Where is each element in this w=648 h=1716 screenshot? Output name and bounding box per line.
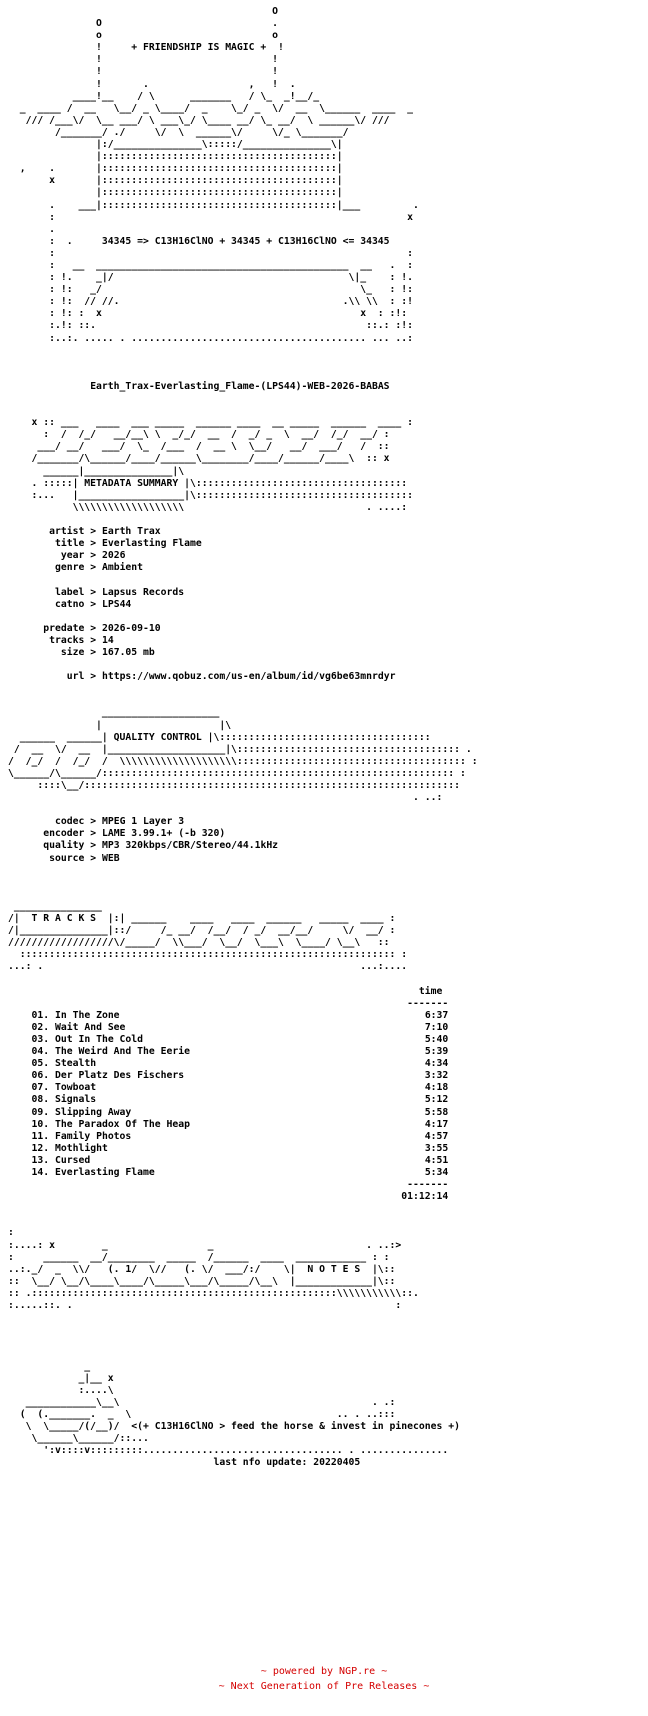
track-row: [8, 1167, 448, 1178]
track-time: 4:57: [424, 1130, 449, 1142]
quality-label: quality: [43, 840, 85, 852]
metadata-value: Lapsus Records: [101, 586, 185, 598]
track-title: Towboat: [54, 1082, 97, 1094]
last-update: last nfo update: 20220405: [213, 1457, 361, 1469]
metadata-value: LPS44: [101, 598, 132, 610]
quality-label: encoder: [43, 828, 85, 840]
metadata-value: Ambient: [101, 562, 144, 574]
quality-label: source: [49, 852, 85, 864]
track-title: In The Zone: [54, 1009, 120, 1021]
track-title: The Weird And The Eerie: [54, 1046, 190, 1058]
metadata-value: 2026: [101, 550, 126, 562]
track-time: 5:40: [424, 1033, 449, 1045]
metadata-label: tracks: [49, 634, 85, 646]
track-number: 01.: [31, 1009, 50, 1021]
track-row: [8, 1094, 448, 1105]
track-title: The Paradox Of The Heap: [54, 1118, 190, 1130]
track-row: [8, 1070, 448, 1081]
footer-powered-by: ~ powered by NGP.re ~: [260, 1666, 388, 1677]
track-row: [8, 1046, 448, 1057]
metadata-label: predate: [43, 622, 85, 634]
track-number: 05.: [31, 1058, 50, 1070]
metadata-label: catno: [54, 598, 85, 610]
track-time: 5:39: [424, 1046, 449, 1058]
track-time: 6:37: [424, 1009, 449, 1021]
tracks-header-rule: -------: [407, 997, 449, 1009]
quality-value: MPEG 1 Layer 3: [101, 816, 185, 828]
track-number: 12.: [31, 1142, 50, 1154]
metadata-value: 167.05 mb: [101, 646, 155, 658]
track-title: Family Photos: [54, 1130, 132, 1142]
tracks-ascii-art: _______________ /| T R A C K S |:| ______ ____ ____ ______ _____ ____ : /|_______________|::/ /_ __/ /__/ / _/ __/__/ \/ __/ : //////////////////\/_____/ \\___/ \__/ \___\ \____/ \__\ :: :::::::::::::::::::::::::::::::::::::::::::::::::::::::::::::::: : ...: . ...:....: [8, 900, 408, 973]
track-number: 04.: [31, 1046, 50, 1058]
track-time: 4:34: [424, 1058, 449, 1070]
metadata-value: 14: [101, 634, 114, 646]
metadata-label: size: [60, 646, 85, 658]
track-title: Slipping Away: [54, 1106, 132, 1118]
total-rule: -------: [407, 1179, 449, 1191]
track-number: 10.: [31, 1118, 50, 1130]
track-number: 14.: [31, 1167, 50, 1178]
track-number: 07.: [31, 1082, 50, 1094]
track-row: [8, 1119, 448, 1130]
track-row: [8, 1155, 448, 1166]
track-row: [8, 1082, 448, 1093]
track-title: Mothlight: [54, 1142, 108, 1154]
quality-control: codec > MPEG 1 Layer 3 encoder > LAME 3.99.1+ (-b 320) quality > MP3 320kbps/CBR/Stereo/44.1kHz source > WEB: [43, 816, 279, 864]
track-time: 4:51: [424, 1154, 449, 1166]
metadata-summary: artist > Earth Trax title > Everlasting Flame year > 2026 genre > Ambient label > Lapsus Records catno > LPS44 predate > 2026-09-10 tracks > 14 size > 167.05 mb url > https://www.qobuz.com/us-en/album/id/vg6be63mnrdyr: [43, 526, 396, 683]
track-title: Stealth: [54, 1058, 97, 1070]
metadata-value: 2026-09-10: [101, 622, 161, 634]
quality-ascii-art: ____________________ | |\ ______ ______| QUALITY CONTROL |\:::::::::::::::::::::::::::::::::::: / __ \/ __ |____________________|\:::::::::::::::::::::::::::::::::::::: . / /_/ / /_/ / \\\\\\\\\\\\\\\\\\\\::::::::::::::::::::::::::::::::::::::: : \______/\______/:::::::::::::::::::::::::::::::::::::::::::::::::::::::::::: : ::::\__/:::::::::::::::::::::::::::::::::::::::::::::::::::::::::::::::: . ..:: [8, 707, 478, 804]
metadata-value: https://www.qobuz.com/us-en/album/id/vg6be63mnrdyr: [101, 671, 396, 683]
metadata-label: url: [66, 671, 85, 683]
track-time: 5:58: [424, 1106, 449, 1118]
track-number: 09.: [31, 1106, 50, 1118]
quality-value: LAME 3.99.1+ (-b 320): [101, 828, 226, 840]
track-row: [8, 1143, 448, 1154]
track-number: 11.: [31, 1130, 50, 1142]
metadata-label: genre: [54, 562, 85, 574]
track-title: Everlasting Flame: [54, 1167, 155, 1178]
total-time: 01:12:14: [401, 1191, 449, 1203]
tracklist: [8, 986, 448, 1203]
metadata-ascii-art: x :: ___ ____ ___ _____ ______ ____ __ _____ ______ ____ : : / /_/ __/__\ \ _/_/ __ / _/ _ \ __/ /_/ __/ : ___/ __/ ___/ \_ /___ / __ \ \__/ __/ ___/ / :: /_______/\______/____/______\________/____/______/____\ :: x ______|_______________|\ . :::::| METADATA SUMMARY |\:::::::::::::::::::::::::::::::::::: :... |__________________|\::::::::::::::::::::::::::::::::::::: \\\\\\\\\\\\\\\\\\\ . ....:: [31, 417, 414, 513]
nfo-document: [8, 6, 478, 1469]
track-row: [8, 1034, 448, 1045]
track-time: 4:18: [424, 1082, 449, 1094]
quality-value: WEB: [101, 852, 120, 864]
quality-value: MP3 320kbps/CBR/Stereo/44.1kHz: [101, 840, 279, 852]
header-ascii-art: O O . o o ! + FRIENDSHIP IS MAGIC + ! ! ! ! ! ! . , ! . ____!__ / \ _______ / \_ _!__/_ _ ____ / __ \__/ _ \____/ _ \_/ _ \/ __ \______ ____ _ /// /___\/ \__ ___/ \ ___\_/ \____ __/ \_ __/ \ ______\/ /// /_______/ ./ \/ \ ______\/ \/_ \_______/ |:/_______________\:::::/_______________\| |::::::::::::::::::::::::::::::::::::::::| , . |::::::::::::::::::::::::::::::::::::::::| x |::::::::::::::::::::::::::::::::::::::::| |::::::::::::::::::::::::::::::::::::::::| . ___|::::::::::::::::::::::::::::::::::::::::|___ . : x . : . 34345 => C13H16ClNO + 34345 + C13H16ClNO <= 34345 : : : __ ___________________________________________ __ . : : !. _|/ \|_ : !. : !: _/ \_ : !: : !: // //. .\\ \\ : :! : !: : x x : :!: :.!: ::. ::.: :!: :..:. ..... . ........................................ ... ..:: [19, 6, 419, 344]
track-time: 5:12: [424, 1094, 449, 1106]
release-name: Earth_Trax-Everlasting_Flame-(LPS44)-WEB-2026-BABAS: [90, 380, 390, 392]
metadata-label: label: [54, 586, 85, 598]
track-row: [8, 1022, 448, 1033]
track-title: Signals: [54, 1094, 97, 1106]
notes-ascii-art: : :....: x _ _ . ..:> : ______ __/________ _____ /______ ____ ____________ : : ..:._/ _ \\/ (. 1/ \// (. \/ ___/:/ \| N O T E S |\:: :: \__/ \__/\____\____/\_____\___/\_____/\__\ |_____________|\:: :: .::::::::::::::::::::::::::::::::::::::::::::::::::::\\\\\\\\\\\::. :.....::. . :: [8, 1227, 419, 1312]
metadata-label: artist: [49, 526, 85, 538]
track-title: Cursed: [54, 1154, 91, 1166]
track-number: 13.: [31, 1154, 50, 1166]
quality-label: codec: [54, 816, 85, 828]
track-row: [8, 1131, 448, 1142]
track-number: 03.: [31, 1033, 50, 1045]
track-time: 3:32: [424, 1070, 449, 1082]
track-row: [8, 1058, 448, 1069]
track-title: Der Platz Des Fischers: [54, 1070, 185, 1082]
track-time: 4:17: [424, 1118, 449, 1130]
track-row: [8, 1010, 448, 1021]
metadata-value: Everlasting Flame: [101, 538, 202, 550]
track-time: 7:10: [424, 1021, 449, 1033]
track-number: 06.: [31, 1070, 50, 1082]
tracks-header: time: [418, 985, 443, 997]
bottom-ascii-art: _ _|__ x :....\ ____________\__\ . .: ( (._______. _ \ .. . ..::: \ \_____/(/__)/ <(+ C13H16ClNO > feed the horse & invest in pinecones +) \______\______/::... ':v::::v:::::::::.................................. . ...............: [19, 1360, 460, 1457]
metadata-label: year: [60, 550, 85, 562]
track-time: 3:55: [424, 1142, 449, 1154]
metadata-label: title: [54, 538, 85, 550]
track-title: Wait And See: [54, 1021, 126, 1033]
track-row: [8, 1107, 448, 1118]
track-title: Out In The Cold: [54, 1033, 144, 1045]
footer-tagline: ~ Next Generation of Pre Releases ~: [218, 1681, 430, 1692]
track-time: 5:34: [424, 1167, 449, 1178]
track-number: 02.: [31, 1021, 50, 1033]
metadata-value: Earth Trax: [101, 526, 161, 538]
track-number: 08.: [31, 1094, 50, 1106]
